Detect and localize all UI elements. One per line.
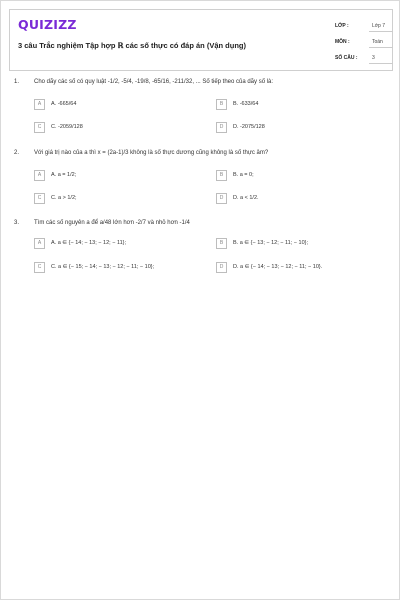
option-a[interactable] [34, 238, 184, 252]
question-number: 2. [14, 150, 20, 156]
option-c[interactable] [34, 122, 184, 136]
question-text: Với giá trị nào của a thì x = (2a-1)/3 không là số thực dương cũng không là số thực âm? [34, 150, 269, 156]
option-b[interactable] [216, 99, 366, 113]
option-letter-box[interactable]: B [216, 238, 227, 249]
option-b[interactable] [216, 238, 366, 252]
meta-row-subject [335, 35, 393, 51]
meta-underline [369, 47, 393, 48]
question-number: 3. [14, 220, 20, 226]
option-letter-box[interactable]: C [34, 262, 45, 273]
option-text: B. -633/64 [233, 101, 259, 107]
option-d[interactable] [216, 122, 366, 136]
meta-value: Lớp 7 [372, 23, 386, 29]
option-c[interactable] [34, 193, 184, 207]
option-letter-box[interactable]: C [34, 193, 45, 204]
option-letter-box[interactable]: B [216, 170, 227, 181]
meta-underline [369, 31, 393, 32]
option-letter-box[interactable]: B [216, 99, 227, 110]
meta-underline [369, 63, 393, 64]
option-b[interactable] [216, 170, 366, 184]
option-text: A. -665/64 [51, 101, 77, 107]
meta-row-count [335, 51, 393, 67]
option-text: C. a > 1/2; [51, 195, 77, 201]
question-number: 1. [14, 79, 20, 85]
option-text: D. a ∈ {− 14; − 13; − 12; − 11; − 10}. [233, 264, 323, 270]
option-text: B. a = 0; [233, 172, 254, 178]
question-text: Cho dãy các số có quy luật -1/2, -5/4, -19/8, -65/16, -211/32, ... Số tiếp theo của dãy số là: [34, 79, 274, 85]
option-d[interactable] [216, 262, 366, 276]
option-text: C. -2059/128 [51, 124, 83, 130]
option-letter-box[interactable]: A [34, 170, 45, 181]
option-text: B. a ∈ {− 13; − 12; − 11; − 10}; [233, 240, 309, 246]
option-letter-box[interactable]: A [34, 99, 45, 110]
meta-key: SỐ CÂU : [335, 55, 358, 61]
option-letter-box[interactable]: D [216, 122, 227, 133]
option-text: D. a < 1/2. [233, 195, 259, 201]
meta-panel [335, 19, 393, 67]
option-letter-box[interactable]: A [34, 238, 45, 249]
option-text: A. a ∈ {− 14; − 13; − 12; − 11}; [51, 240, 127, 246]
option-letter-box[interactable]: D [216, 262, 227, 273]
option-letter-box[interactable]: C [34, 122, 45, 133]
option-text: C. a ∈ {− 15; − 14; − 13; − 12; − 11; − 10}; [51, 264, 155, 270]
worksheet-header [9, 9, 393, 71]
option-a[interactable] [34, 99, 184, 113]
question-text: Tìm các số nguyên a để a/48 lớn hơn -2/7 và nhỏ hơn -1/4 [34, 220, 190, 226]
meta-key: LỚP : [335, 23, 349, 29]
worksheet-title: 3 câu Trắc nghiệm Tập hợp ℝ các số thực có đáp án (Vận dụng) [18, 41, 246, 50]
option-c[interactable] [34, 262, 184, 276]
meta-value: 3 [372, 55, 375, 61]
meta-value: Toán [372, 39, 383, 45]
quizizz-logo: QUIZIZZ [18, 17, 77, 32]
option-d[interactable] [216, 193, 366, 207]
option-letter-box[interactable]: D [216, 193, 227, 204]
meta-row-grade [335, 19, 393, 35]
option-text: A. a = 1/2; [51, 172, 77, 178]
option-a[interactable] [34, 170, 184, 184]
option-text: D. -2075/128 [233, 124, 265, 130]
meta-key: MÔN : [335, 39, 350, 45]
